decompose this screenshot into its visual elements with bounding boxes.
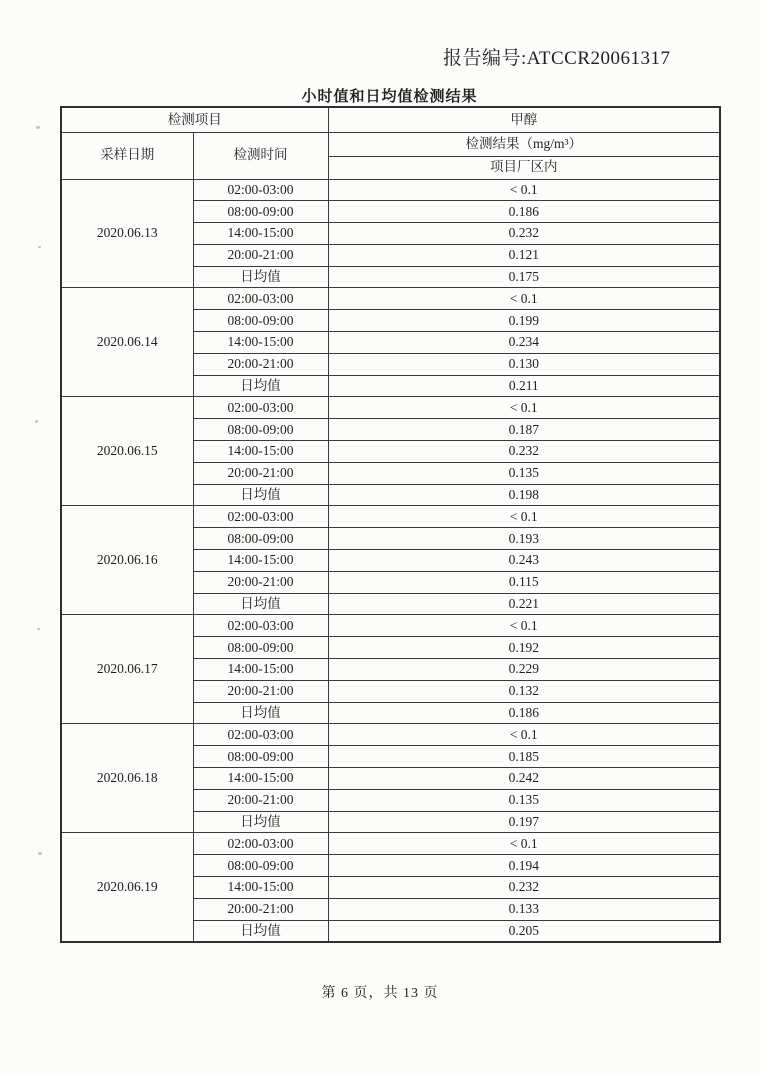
time-cell: 日均值 xyxy=(193,811,328,833)
value-cell: 0.121 xyxy=(328,244,720,266)
scan-speck xyxy=(36,126,40,129)
value-cell: 0.211 xyxy=(328,375,720,397)
table-row xyxy=(61,833,720,855)
value-cell: 0.135 xyxy=(328,462,720,484)
time-cell: 20:00-21:00 xyxy=(193,571,328,593)
value-cell: 0.234 xyxy=(328,332,720,354)
time-cell: 20:00-21:00 xyxy=(193,353,328,375)
page-number: 第 6 页，共 13 页 xyxy=(321,986,439,1001)
date-cell: 2020.06.18 xyxy=(61,724,193,833)
table-row xyxy=(61,615,720,637)
time-cell: 02:00-03:00 xyxy=(193,724,328,746)
results-table xyxy=(60,106,721,943)
time-cell: 20:00-21:00 xyxy=(193,898,328,920)
time-cell: 日均值 xyxy=(193,484,328,506)
value-cell: 0.243 xyxy=(328,550,720,572)
value-cell: < 0.1 xyxy=(328,615,720,637)
time-cell: 14:00-15:00 xyxy=(193,441,328,463)
page-title: 小时值和日均值检测结果 xyxy=(301,89,478,105)
value-cell: 0.187 xyxy=(328,419,720,441)
time-cell: 02:00-03:00 xyxy=(193,397,328,419)
time-cell: 08:00-09:00 xyxy=(193,855,328,877)
value-cell: 0.242 xyxy=(328,768,720,790)
time-cell: 08:00-09:00 xyxy=(193,201,328,223)
time-cell: 02:00-03:00 xyxy=(193,506,328,528)
time-cell: 日均值 xyxy=(193,593,328,615)
value-cell: 0.192 xyxy=(328,637,720,659)
table-row xyxy=(61,397,720,419)
value-cell: 0.232 xyxy=(328,441,720,463)
value-cell: 0.185 xyxy=(328,746,720,768)
scan-speck xyxy=(37,628,40,630)
report-number: 报告编号:ATCCR20061317 xyxy=(443,48,671,69)
table-header-row xyxy=(61,107,720,132)
value-cell: < 0.1 xyxy=(328,179,720,201)
value-cell: 0.186 xyxy=(328,201,720,223)
value-cell: 0.130 xyxy=(328,353,720,375)
time-cell: 14:00-15:00 xyxy=(193,768,328,790)
time-cell: 14:00-15:00 xyxy=(193,659,328,681)
date-cell: 2020.06.13 xyxy=(61,179,193,288)
date-cell: 2020.06.19 xyxy=(61,833,193,942)
scan-speck xyxy=(35,420,38,423)
time-cell: 02:00-03:00 xyxy=(193,615,328,637)
scan-speck xyxy=(38,246,41,248)
value-cell: 0.175 xyxy=(328,266,720,288)
time-cell: 20:00-21:00 xyxy=(193,462,328,484)
value-cell: 0.205 xyxy=(328,920,720,942)
value-cell: 0.193 xyxy=(328,528,720,550)
value-cell: < 0.1 xyxy=(328,397,720,419)
time-cell: 20:00-21:00 xyxy=(193,680,328,702)
time-cell: 日均值 xyxy=(193,702,328,724)
time-cell: 14:00-15:00 xyxy=(193,332,328,354)
time-cell: 14:00-15:00 xyxy=(193,550,328,572)
time-cell: 08:00-09:00 xyxy=(193,637,328,659)
time-cell: 14:00-15:00 xyxy=(193,877,328,899)
value-cell: 0.232 xyxy=(328,223,720,245)
value-cell: 0.232 xyxy=(328,877,720,899)
time-cell: 02:00-03:00 xyxy=(193,179,328,201)
header-result-unit: 检测结果（mg/m³） xyxy=(328,132,720,156)
time-cell: 20:00-21:00 xyxy=(193,244,328,266)
time-cell: 日均值 xyxy=(193,266,328,288)
table-row xyxy=(61,288,720,310)
date-cell: 2020.06.17 xyxy=(61,615,193,724)
time-cell: 08:00-09:00 xyxy=(193,746,328,768)
table-header-row xyxy=(61,132,720,156)
value-cell: 0.135 xyxy=(328,789,720,811)
time-cell: 日均值 xyxy=(193,375,328,397)
time-cell: 02:00-03:00 xyxy=(193,288,328,310)
table-row xyxy=(61,506,720,528)
scan-speck xyxy=(38,852,42,855)
value-cell: < 0.1 xyxy=(328,833,720,855)
value-cell: 0.198 xyxy=(328,484,720,506)
time-cell: 20:00-21:00 xyxy=(193,789,328,811)
date-cell: 2020.06.15 xyxy=(61,397,193,506)
value-cell: 0.133 xyxy=(328,898,720,920)
value-cell: 0.132 xyxy=(328,680,720,702)
header-detect-item: 检测项目 xyxy=(61,107,328,132)
value-cell: 0.115 xyxy=(328,571,720,593)
time-cell: 08:00-09:00 xyxy=(193,528,328,550)
date-cell: 2020.06.14 xyxy=(61,288,193,397)
value-cell: 0.221 xyxy=(328,593,720,615)
header-location: 项目厂区内 xyxy=(328,156,720,179)
header-sample-date: 采样日期 xyxy=(61,132,193,179)
time-cell: 日均值 xyxy=(193,920,328,942)
header-detect-time: 检测时间 xyxy=(193,132,328,179)
value-cell: 0.229 xyxy=(328,659,720,681)
time-cell: 14:00-15:00 xyxy=(193,223,328,245)
table-row xyxy=(61,724,720,746)
value-cell: < 0.1 xyxy=(328,506,720,528)
value-cell: 0.199 xyxy=(328,310,720,332)
header-analyte: 甲醇 xyxy=(328,107,720,132)
value-cell: 0.194 xyxy=(328,855,720,877)
table-row xyxy=(61,179,720,201)
value-cell: < 0.1 xyxy=(328,288,720,310)
time-cell: 08:00-09:00 xyxy=(193,419,328,441)
value-cell: 0.186 xyxy=(328,702,720,724)
value-cell: < 0.1 xyxy=(328,724,720,746)
time-cell: 02:00-03:00 xyxy=(193,833,328,855)
time-cell: 08:00-09:00 xyxy=(193,310,328,332)
value-cell: 0.197 xyxy=(328,811,720,833)
date-cell: 2020.06.16 xyxy=(61,506,193,615)
